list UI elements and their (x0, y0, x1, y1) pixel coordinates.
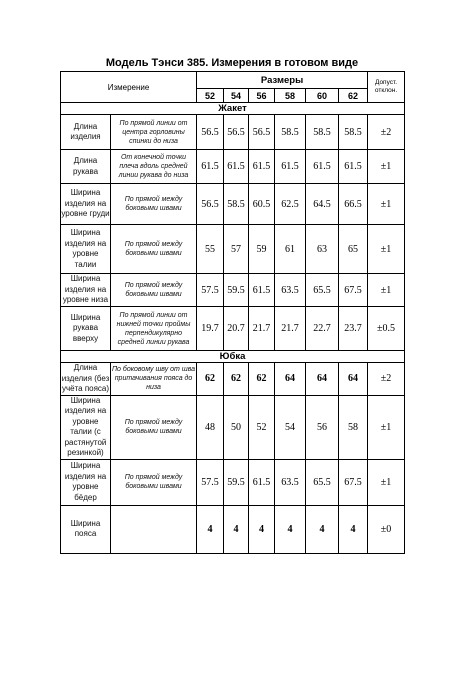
table-row (61, 115, 405, 150)
value-cell: 61.5 (224, 150, 249, 184)
value-cell: 56.5 (249, 115, 275, 150)
table-row (61, 274, 405, 307)
tolerance-cell: ±2 (368, 363, 405, 396)
value-cell: 21.7 (275, 307, 306, 351)
value-cell: 56.5 (197, 184, 224, 225)
value-cell: 64 (339, 363, 368, 396)
value-cell: 64.5 (306, 184, 339, 225)
row-name: Ширина изделия на уровне низа (61, 274, 111, 307)
row-method: По прямой между боковыми швами (111, 395, 197, 459)
row-method: По прямой между боковыми швами (111, 274, 197, 307)
size-52: 52 (197, 89, 224, 103)
value-cell: 21.7 (249, 307, 275, 351)
value-cell: 57 (224, 225, 249, 274)
row-method: По боковому шву от шва притачивания пояса до низа (111, 363, 197, 396)
row-name: Ширина рукава вверху (61, 307, 111, 351)
value-cell: 59.5 (224, 459, 249, 505)
value-cell: 63.5 (275, 274, 306, 307)
value-cell: 67.5 (339, 274, 368, 307)
value-cell: 63 (306, 225, 339, 274)
value-cell: 20.7 (224, 307, 249, 351)
table-row (61, 307, 405, 351)
value-cell: 65.5 (306, 459, 339, 505)
row-method: По прямой между боковыми швами (111, 184, 197, 225)
page-title: Модель Тэнси 385. Измерения в готовом виде (105, 57, 359, 69)
value-cell: 52 (249, 395, 275, 459)
row-name: Длина изделия (без учёта пояса) (61, 363, 110, 393)
table-row (61, 505, 405, 553)
value-cell: 59 (249, 225, 275, 274)
size-56: 56 (249, 89, 275, 103)
tolerance-cell: ±1 (368, 150, 405, 184)
value-cell: 58.5 (306, 115, 339, 150)
value-cell: 59.5 (224, 274, 249, 307)
value-cell: 61.5 (275, 150, 306, 184)
row-method: От конечной точки плеча вдоль средней линии рукава до низа (111, 150, 197, 184)
row-method: По прямой линии от нижней точки проймы перпендикулярно средней линии рукава (111, 307, 197, 351)
value-cell: 62 (249, 363, 275, 396)
value-cell: 4 (224, 505, 249, 553)
tolerance-cell: ±2 (368, 115, 405, 150)
row-name: Ширина изделия на уровне груди (61, 184, 111, 225)
table-row (61, 150, 405, 184)
row-name: Ширина пояса (61, 505, 111, 553)
tolerance-cell: ±1 (368, 184, 405, 225)
size-58: 58 (275, 89, 306, 103)
value-cell: 4 (339, 505, 368, 553)
value-cell: 55 (197, 225, 224, 274)
value-cell: 61.5 (306, 150, 339, 184)
tolerance-cell: ±1 (368, 225, 405, 274)
value-cell: 57.5 (197, 274, 224, 307)
value-cell: 61 (275, 225, 306, 274)
value-cell: 64 (306, 363, 339, 396)
value-cell: 56 (306, 395, 339, 459)
value-cell: 58 (339, 395, 368, 459)
row-name: Ширина изделия на уровне бёдер (61, 459, 111, 505)
value-cell: 48 (197, 395, 224, 459)
value-cell: 56.5 (224, 115, 249, 150)
value-cell: 58.5 (339, 115, 368, 150)
size-62: 62 (339, 89, 368, 103)
value-cell: 61.5 (249, 274, 275, 307)
tolerance-cell: ±1 (368, 274, 405, 307)
value-cell: 58.5 (275, 115, 306, 150)
section-jacket: Жакет (61, 103, 405, 115)
value-cell: 4 (275, 505, 306, 553)
value-cell: 61.5 (197, 150, 224, 184)
row-name: Длина рукава (61, 150, 111, 184)
row-name: Ширина изделия на уровне талии (61, 225, 111, 274)
value-cell: 22.7 (306, 307, 339, 351)
size-60: 60 (306, 89, 339, 103)
table-row (61, 225, 405, 274)
value-cell: 4 (249, 505, 275, 553)
value-cell: 61.5 (339, 150, 368, 184)
value-cell: 61.5 (249, 150, 275, 184)
value-cell: 62.5 (275, 184, 306, 225)
row-method: По прямой линии от центра горловины спинки до низа (111, 115, 197, 150)
value-cell: 4 (306, 505, 339, 553)
value-cell: 62 (224, 363, 249, 396)
table-row (61, 184, 405, 225)
size-54: 54 (224, 89, 249, 103)
row-name: Длина изделия (61, 115, 111, 150)
value-cell: 50 (224, 395, 249, 459)
tolerance-cell: ±0 (368, 505, 405, 553)
row-name: Ширина изделия на уровне талии (с растянутой резинкой) (61, 395, 111, 459)
measurement-table (60, 71, 405, 554)
value-cell: 65.5 (306, 274, 339, 307)
value-cell: 56.5 (197, 115, 224, 150)
header-sizes: Размеры (197, 72, 368, 89)
value-cell: 4 (197, 505, 224, 553)
value-cell: 23.7 (339, 307, 368, 351)
tolerance-cell: ±1 (368, 459, 405, 505)
row-method (111, 505, 197, 553)
tolerance-cell: ±0.5 (368, 307, 405, 351)
header-measurement: Измерение (61, 72, 197, 103)
value-cell: 65 (339, 225, 368, 274)
section-skirt: Юбка (61, 351, 405, 363)
value-cell: 66.5 (339, 184, 368, 225)
table-row (61, 459, 405, 505)
value-cell: 60.5 (249, 184, 275, 225)
value-cell: 19.7 (197, 307, 224, 351)
value-cell: 63.5 (275, 459, 306, 505)
value-cell: 67.5 (339, 459, 368, 505)
row-method: По прямой между боковыми швами (111, 459, 197, 505)
tolerance-cell: ±1 (368, 395, 405, 459)
header-tolerance: Допуст. отклон. (368, 72, 405, 103)
value-cell: 54 (275, 395, 306, 459)
value-cell: 57.5 (197, 459, 224, 505)
value-cell: 61.5 (249, 459, 275, 505)
value-cell: 58.5 (224, 184, 249, 225)
table-row (61, 363, 405, 396)
value-cell: 64 (275, 363, 306, 396)
table-row (61, 395, 405, 459)
row-method: По прямой между боковыми швами (111, 225, 197, 274)
value-cell: 62 (197, 363, 224, 396)
